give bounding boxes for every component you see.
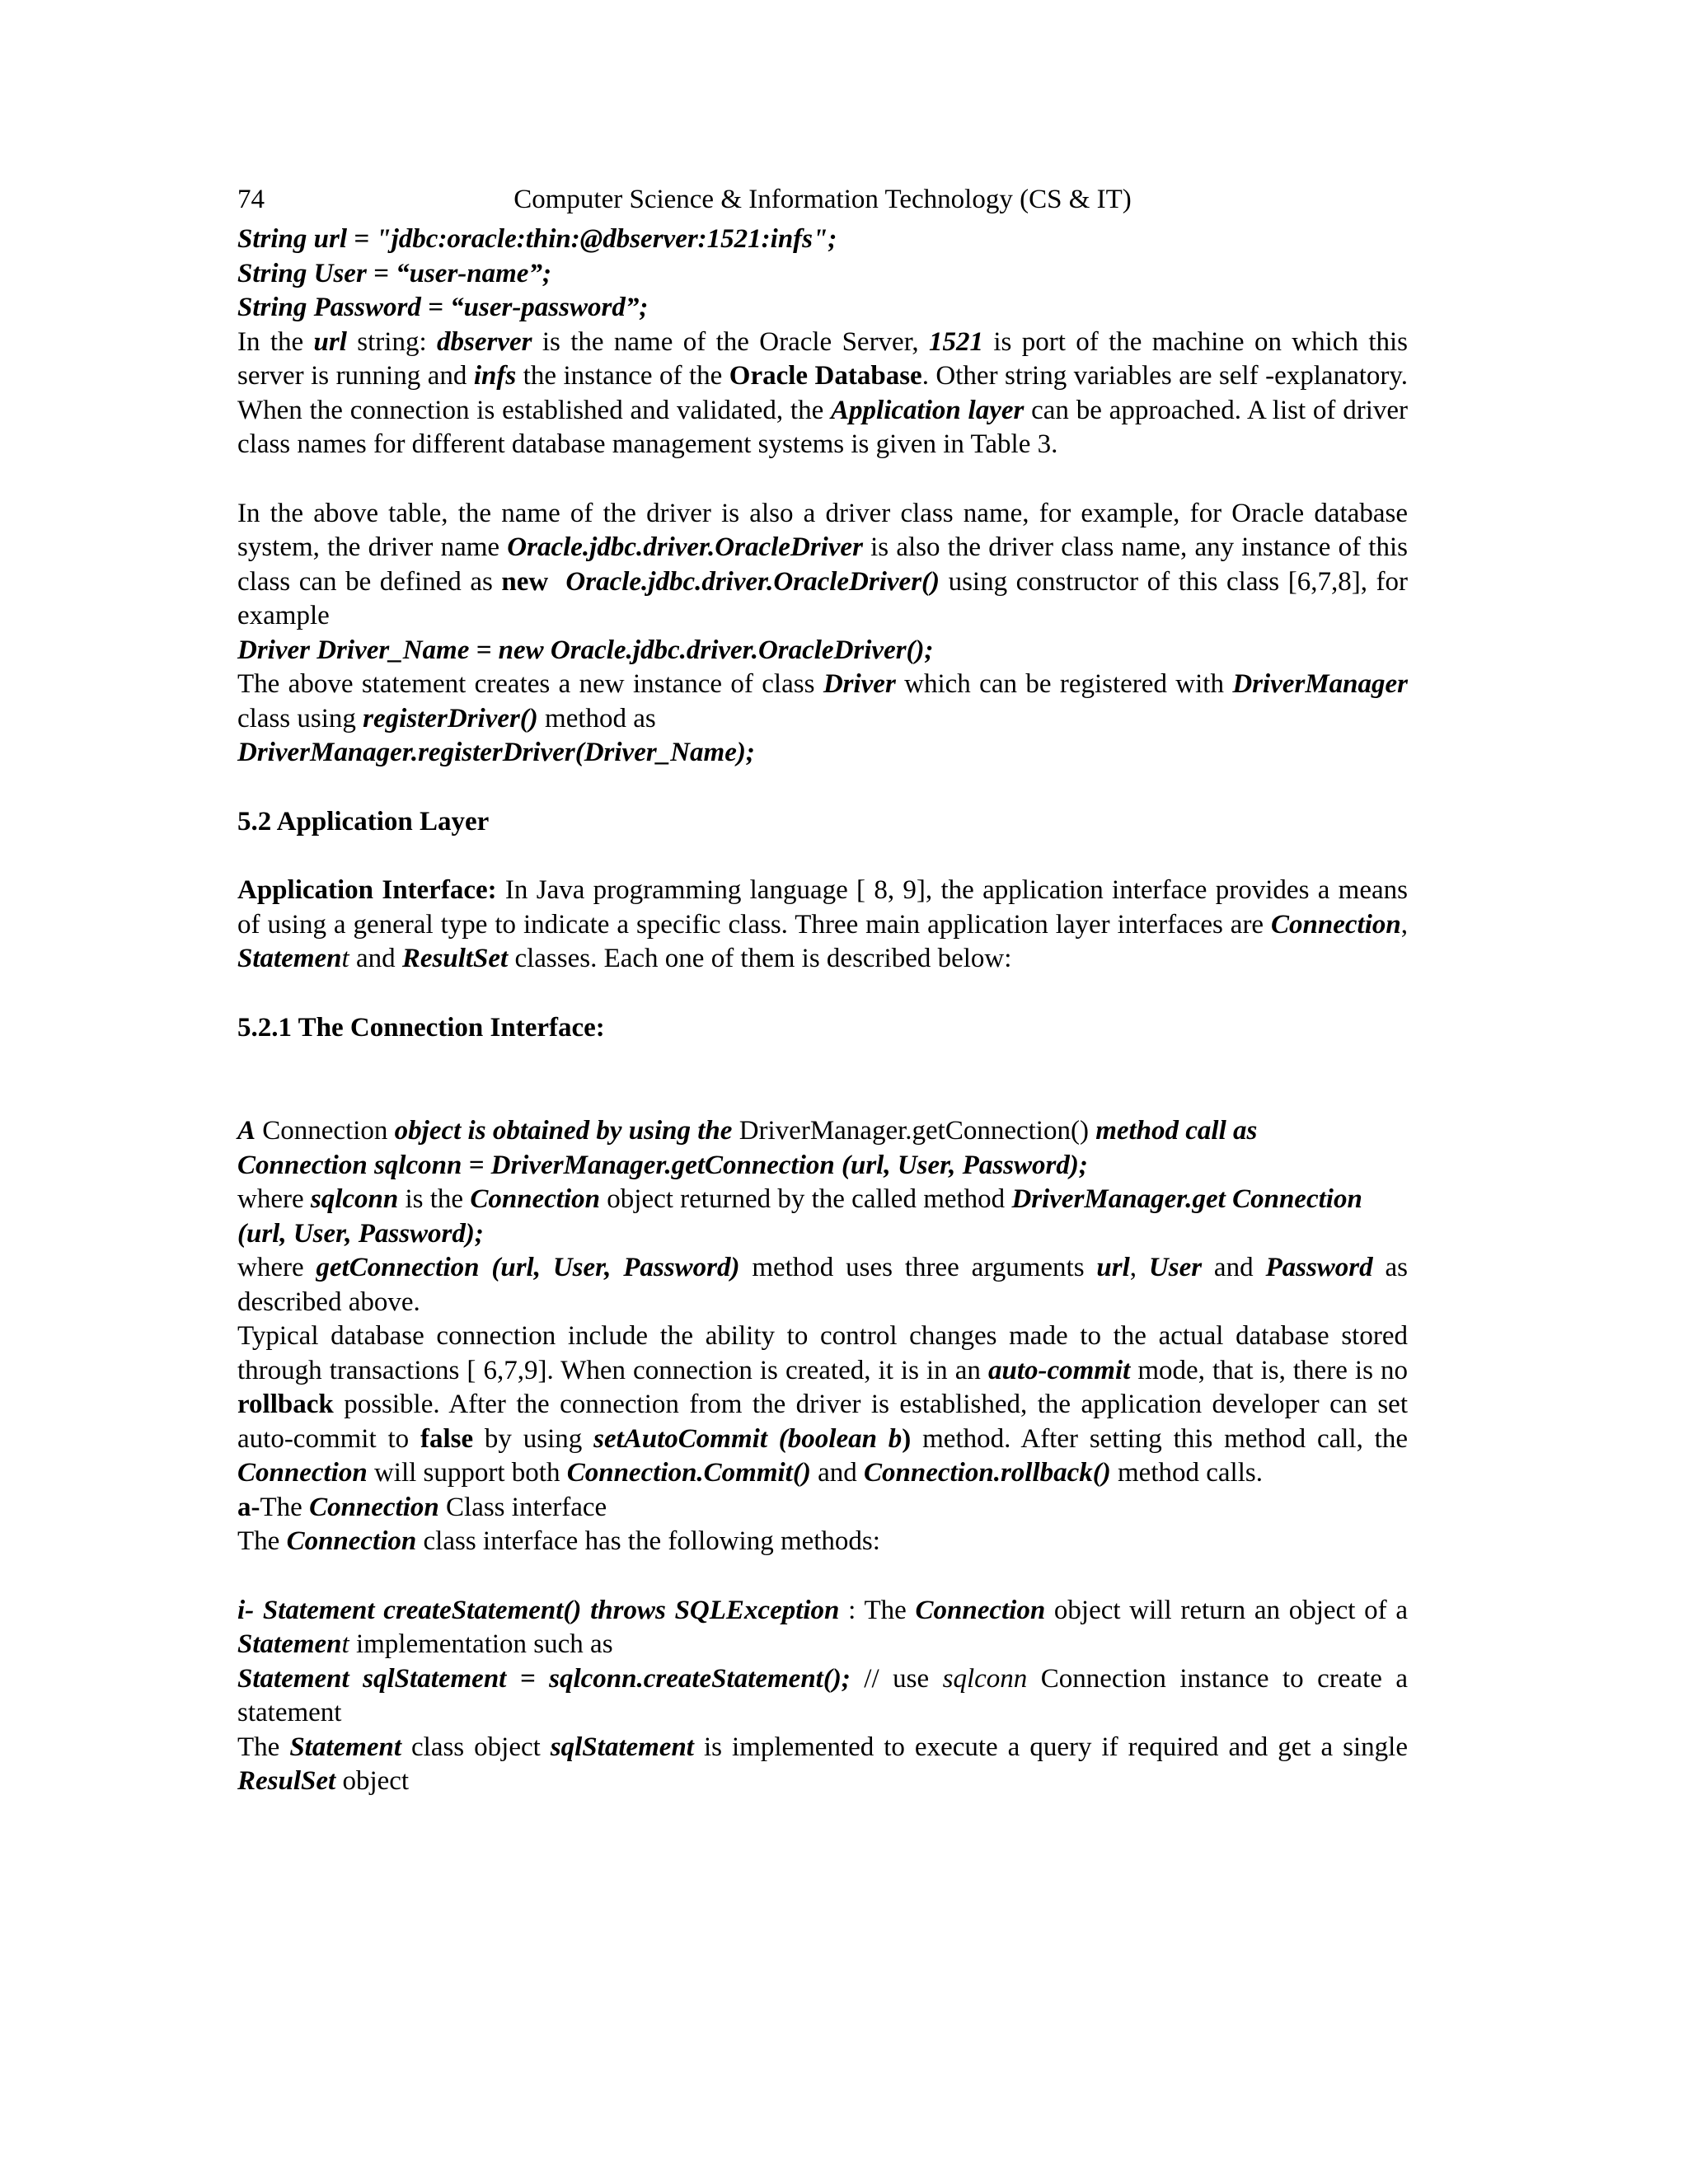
page-number: 74 [237, 185, 265, 214]
code-url: String url = "jdbc:oracle:thin:@dbserver:1521:infs"; [237, 224, 837, 254]
paragraph-transactions: Typical database connection include the ability to control changes made to the actual database stored through transactions [ 6,7,9]. When connection is created, it is in an auto-commit mode, that is, there is no rollback possible. After the connection from the driver is established, the application developer can set auto-commit to false by using setAutoCommit (boolean b) method. After setting this method call, the Connection will support both Connection.Commit() and Connection.rollback() method calls. [237, 1321, 1408, 1488]
paragraph-get-connection-arguments: where getConnection (url, User, Password) method uses three arguments url, User and Password as described above. [237, 1253, 1408, 1317]
code-user: String User = “user-name”; [237, 258, 551, 288]
paragraph-application-interface: Application Interface: In Java programming language [ 8, 9], the application interface provides a means of using a general type to indicate a specific class. Three main application layer interfaces are Connection, Statement and ResultSet classes. Each one of them is described below: [237, 875, 1408, 973]
code-driver-instance: Driver Driver_Name = new Oracle.jdbc.driver.OracleDriver(); [237, 635, 934, 665]
code-get-connection: Connection sqlconn = DriverManager.getConnection (url, User, Password); [237, 1150, 1088, 1180]
section-heading-connection-interface: 5.2.1 The Connection Interface: [237, 1012, 605, 1043]
code-register-driver: DriverManager.registerDriver(Driver_Name); [237, 738, 755, 767]
running-title: Computer Science & Information Technology (CS & IT) [513, 185, 1132, 214]
paragraph-create-statement: i- Statement createStatement() throws SQLException : The Connection object will return an object of a Statement implementation such as [237, 1595, 1408, 1659]
paragraph-connection-class-interface: a-The Connection Class interface [237, 1492, 607, 1522]
paragraph-statement-example: Statement sqlStatement = sqlconn.createStatement(); // use sqlconn Connection instance to create a statement [237, 1663, 1409, 1727]
paragraph-driver-name: In the above table, the name of the driver is also a driver class name, for example, for Oracle database system, the driver name Oracle.jdbc.driver.OracleDriver is also the driver class name, any instance of this class can be defined as new Oracle.jdbc.driver.OracleDriver() using constructor of this class [6,7,8], for example [237, 498, 1409, 630]
code-password: String Password = “user-password”; [237, 293, 649, 322]
paragraph-sqlconn: where sqlconn is the Connection object returned by the called method DriverManager.get Connection (url, User, Password); [237, 1184, 1362, 1249]
paragraph-connection-object: A Connection object is obtained by using the DriverManager.getConnection() method call as [237, 1116, 1258, 1146]
paragraph-statement-object: The Statement class object sqlStatement is implemented to execute a query if required and get a single ResulSet object [237, 1732, 1408, 1796]
section-heading-application-layer: 5.2 Application Layer [237, 806, 490, 837]
paragraph-following-methods: The Connection class interface has the following methods: [237, 1526, 880, 1556]
page-header [237, 183, 1408, 218]
paragraph-url-explanation: In the url string: dbserver is the name of the Oracle Server, 1521 is port of the machine on which this server is running and infs the instance of the Oracle Database. Other string variables are self -explanatory. When the connection is established and validated, the Application layer can be approached. A list of driver class names for different database management systems is given in Table 3. [237, 326, 1408, 459]
paper-page [237, 183, 1408, 1799]
paragraph-register-driver: The above statement creates a new instance of class Driver which can be registered with DriverManager class using registerDriver() method as [237, 669, 1409, 733]
